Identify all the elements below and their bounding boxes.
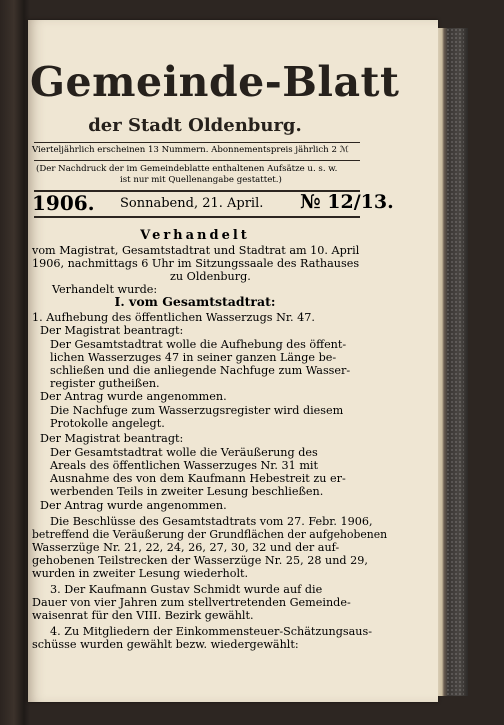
negotiated-line: Verhandelt wurde: [52, 283, 158, 296]
body-line: lichen Wasserzuges 47 in seiner ganzen Länge be- [50, 351, 337, 364]
reprint-notice-1: (Der Nachdruck der im Gemeindeblatte enthaltenen Aufsätze u. s. w. [36, 164, 338, 174]
intro-line: vom Magistrat, Gesamtstadtrat und Stadtrat am 10. April [32, 244, 360, 257]
body-line: register gutheißen. [50, 377, 160, 390]
body-line: Die Beschlüsse des Gesamtstadtrats vom 27. Febr. 1906, [50, 515, 373, 528]
body-line: Ausnahme des von dem Kaufmann Hebestreit zu er- [50, 472, 346, 485]
issue-year: 1906. [32, 191, 95, 215]
body-line: Areals des öffentlichen Wasserzuges Nr. 31 mit [50, 459, 319, 472]
body-line: Der Antrag wurde angenommen. [40, 499, 227, 512]
section-title: I. vom Gesamtstadtrat: [114, 294, 276, 309]
intro-line: zu Oldenburg. [170, 270, 251, 283]
body-line: wurden in zweiter Lesung wiederholt. [32, 567, 249, 580]
body-line: 3. Der Kaufmann Gustav Schmidt wurde auf die [50, 583, 323, 596]
intro-line: 1906, nachmittags 6 Uhr im Sitzungssaale des Rathauses [32, 257, 360, 270]
body-line: Protokolle angelegt. [50, 417, 165, 430]
body-line: Die Nachfuge zum Wasserzugsregister wird diesem [50, 404, 344, 417]
body-line: Der Magistrat beantragt: [40, 432, 184, 445]
spine-texture [446, 28, 464, 696]
body-line: Der Antrag wurde angenommen. [40, 390, 227, 403]
frequency-line: Vierteljährlich erscheinen 13 Nummern. Abonnementspreis jährlich 2 ℳ [32, 145, 349, 155]
issue-number: № 12/13. [300, 191, 394, 213]
body-line: 1. Aufhebung des öffentlichen Wasserzugs Nr. 47. [32, 311, 315, 324]
issue-date: Sonnabend, 21. April. [120, 196, 264, 211]
divider [34, 142, 360, 143]
body-line: Wasserzüge Nr. 21, 22, 24, 26, 27, 30, 32 und der auf- [32, 541, 340, 554]
reprint-notice-2: ist nur mit Quellenangabe gestattet.) [120, 175, 282, 185]
body-line: Dauer von vier Jahren zum stellvertretenden Gemeinde- [32, 596, 351, 609]
body-line: Der Magistrat beantragt: [40, 324, 184, 337]
masthead-subtitle: der Stadt Oldenburg. [88, 115, 302, 136]
body-line: schüsse wurden gewählt bezw. wiedergewählt: [32, 638, 299, 651]
body-line: werbenden Teils in zweiter Lesung beschließen. [50, 485, 324, 498]
body-line: gehobenen Teilstrecken der Wasserzüge Nr. 25, 28 und 29, [32, 554, 368, 567]
article-heading: Verhandelt [140, 228, 250, 243]
divider [34, 160, 360, 161]
body-line: betreffend die Veräußerung der Grundflächen der aufgehobenen [32, 528, 388, 541]
body-line: 4. Zu Mitgliedern der Einkommensteuer-Schätzungsaus- [50, 625, 373, 638]
body-line: waisenrat für den VIII. Bezirk gewählt. [32, 609, 254, 622]
body-line: Der Gesamtstadtrat wolle die Veräußerung des [50, 446, 318, 459]
divider [34, 216, 360, 218]
body-line: Der Gesamtstadtrat wolle die Aufhebung des öffent- [50, 338, 347, 351]
masthead-title: Gemeinde-Blatt [30, 58, 400, 106]
body-line: schließen und die anliegende Nachfuge zum Wasser- [50, 364, 351, 377]
